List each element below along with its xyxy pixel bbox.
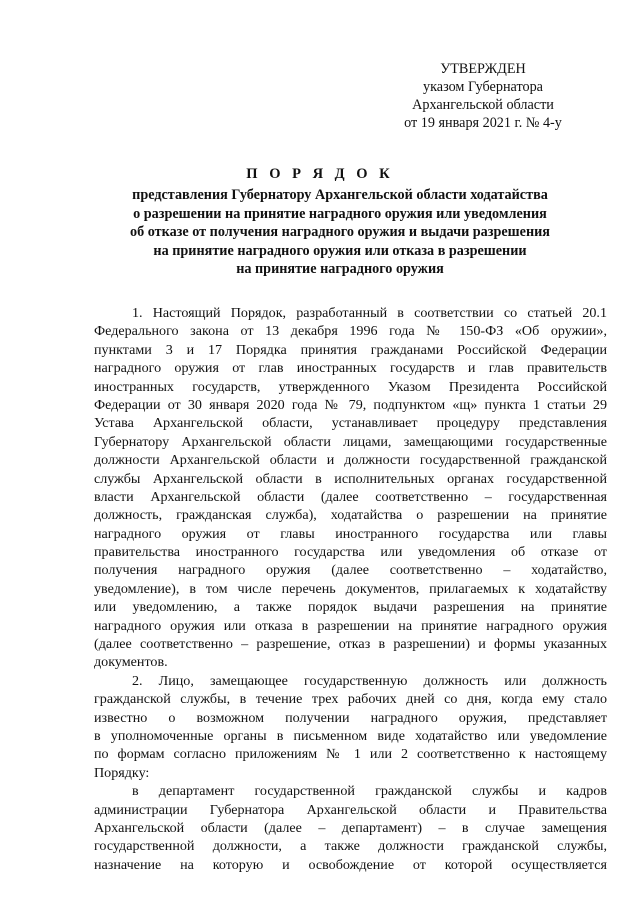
text-line: должность, гражданская служба), ходатайства о разрешении на принятие xyxy=(94,507,607,524)
approval-line: УТВЕРЖДЕН xyxy=(440,61,526,77)
text-line: пунктами 3 и 17 Порядка принятия гражданами Российской Федерации xyxy=(94,341,607,358)
text-line: (далее соответственно – разрешение, отказ в разрешении) и формы указанных xyxy=(94,636,607,653)
approval-line: Архангельской области xyxy=(412,97,554,113)
text-line: гражданской службы, в течение трех рабочих дней со дня, когда ему стало xyxy=(94,691,607,708)
text-line: службы Архангельской области в исполнительных органах государственной xyxy=(94,470,607,487)
document-subtitle xyxy=(60,186,620,279)
document-body xyxy=(94,304,607,874)
text-line: Порядку: xyxy=(94,764,150,781)
text-line: Губернатору Архангельской области лицами, замещающими государственные xyxy=(94,433,607,450)
paragraph xyxy=(94,782,607,874)
text-line: наградного оружия или отказа в разрешении на принятие наградного оружия xyxy=(94,617,607,634)
approval-line: указом Губернатора xyxy=(423,79,543,95)
text-line: в департамент государственной гражданской службы и кадров xyxy=(132,783,607,800)
text-line: Архангельской области (далее – департамент) – в случае замещения xyxy=(94,819,607,836)
text-line: известно о возможном получении наградного оружия, представляет xyxy=(94,709,607,726)
paragraph xyxy=(94,672,607,782)
text-line: или уведомлению, а также порядок выдачи разрешения на принятие xyxy=(94,599,607,616)
text-line: Устава Архангельской области, устанавливает процедуру представления xyxy=(94,415,607,432)
text-line: Федерации от 30 января 2020 года № 79, подпунктом «щ» пункта 1 статьи 29 xyxy=(94,396,607,413)
text-line: уведомление), в том числе перечень документов, прилагаемых к ходатайству xyxy=(94,580,607,597)
subtitle-line: на принятие наградного оружия или отказа в разрешении xyxy=(153,242,527,259)
document-title: П О Р Я Д О К xyxy=(246,166,394,182)
subtitle-line: на принятие наградного оружия xyxy=(236,261,444,278)
text-line: назначение на которую и освобождение от которой осуществляется xyxy=(94,856,607,873)
text-line: Федерального закона от 13 декабря 1996 года № 150-ФЗ «Об оружии», xyxy=(94,323,607,340)
text-line: власти Архангельской области (далее соответственно – государственная xyxy=(94,488,607,505)
text-line: наградного оружия от глав иностранных государств и глав правительств xyxy=(94,360,607,377)
subtitle-line: представления Губернатору Архангельской области ходатайства xyxy=(132,187,548,203)
text-line: получения наградного оружия (далее соответственно – ходатайство, xyxy=(94,562,607,579)
text-line: должности Архангельской области и должности государственной гражданской xyxy=(94,452,607,469)
subtitle-line: о разрешении на принятие наградного оружия или уведомления xyxy=(133,205,547,222)
text-line: в уполномоченные органы в письменном виде ходатайство или уведомление xyxy=(94,727,607,744)
approval-line: от 19 января 2021 г. № 4-у xyxy=(404,115,562,131)
text-line: наградного оружия от главы иностранного государства или главы xyxy=(94,525,607,542)
approval-stamp xyxy=(360,60,606,132)
text-line: по формам согласно приложениям № 1 или 2 соответственно к настоящему xyxy=(94,746,607,763)
text-line: администрации Губернатора Архангельской области и Правительства xyxy=(94,801,607,818)
text-line: правительства иностранного государства или уведомления об отказе от xyxy=(94,544,607,561)
text-line: иностранных государств, утвержденного Указом Президента Российской xyxy=(94,378,607,395)
text-line: государственной должности, а также должности гражданской службы, xyxy=(94,838,607,855)
paragraph xyxy=(94,304,607,672)
text-line: 2. Лицо, замещающее государственную должность или должность xyxy=(132,672,607,689)
text-line: 1. Настоящий Порядок, разработанный в соответствии со статьей 20.1 xyxy=(132,305,607,321)
subtitle-line: об отказе от получения наградного оружия и выдачи разрешения xyxy=(130,224,550,241)
text-line: документов. xyxy=(94,654,168,671)
